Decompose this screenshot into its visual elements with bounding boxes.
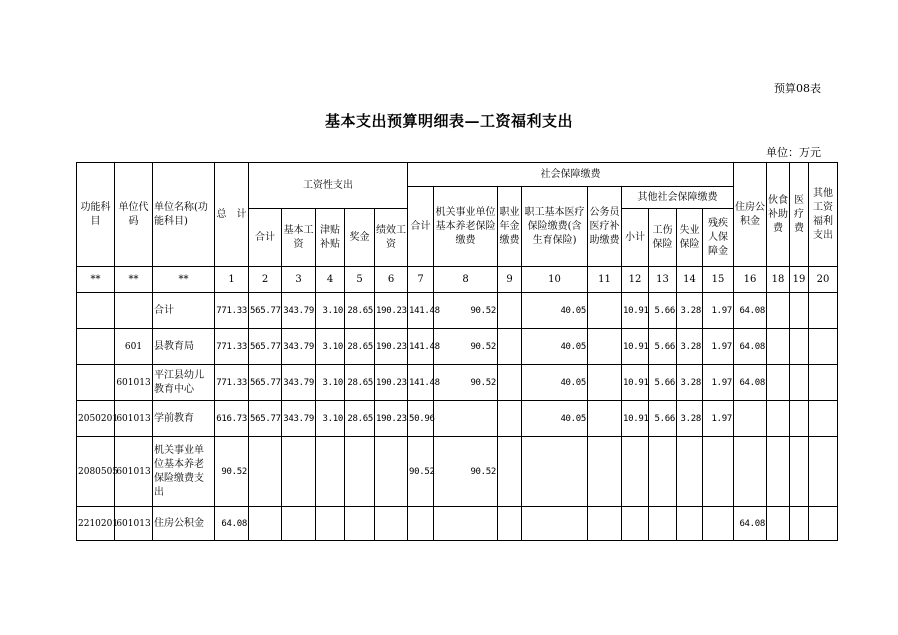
amount-cell: 190.23 [375, 401, 408, 437]
amount-cell: 5.66 [649, 365, 677, 401]
amount-cell [790, 365, 809, 401]
amount-cell: 64.08 [734, 329, 767, 365]
amount-cell [588, 293, 622, 329]
amount-cell: 90.52 [215, 437, 249, 507]
col-social-subtotal: 合计 [408, 187, 434, 267]
column-index-cell: 10 [522, 267, 588, 293]
amount-cell: 28.65 [345, 329, 375, 365]
amount-cell: 190.23 [375, 329, 408, 365]
table-row [77, 437, 838, 507]
amount-cell: 40.05 [522, 365, 588, 401]
amount-cell [498, 507, 522, 541]
amount-cell: 10.91 [622, 293, 649, 329]
amount-cell [809, 329, 838, 365]
col-pension: 机关事业单位基本养老保险缴费 [434, 187, 498, 267]
col-unit-code: 单位代码 [115, 163, 153, 267]
amount-cell [790, 401, 809, 437]
amount-cell [588, 401, 622, 437]
amount-cell: 40.05 [522, 329, 588, 365]
amount-cell [316, 507, 345, 541]
col-basic-wage: 基本工资 [282, 209, 316, 267]
amount-cell [677, 437, 703, 507]
amount-cell [734, 401, 767, 437]
amount-cell: 1.97 [703, 329, 734, 365]
amount-cell [498, 401, 522, 437]
column-index-cell: 15 [703, 267, 734, 293]
amount-cell: 5.66 [649, 293, 677, 329]
col-annuity: 职业年金缴费 [498, 187, 522, 267]
amount-cell: 190.23 [375, 293, 408, 329]
func-subject-cell [77, 365, 115, 401]
col-other-social-group: 其他社会保障缴费 [622, 187, 734, 209]
table-code: 预算08表 [774, 82, 821, 95]
amount-cell: 565.77 [249, 401, 282, 437]
col-medical-fee: 医疗费 [790, 163, 809, 267]
amount-cell: 3.28 [677, 293, 703, 329]
col-bonus: 奖金 [345, 209, 375, 267]
amount-cell [809, 437, 838, 507]
amount-cell: 771.33 [215, 365, 249, 401]
column-index-cell: 7 [408, 267, 434, 293]
amount-cell: 141.48 [408, 293, 434, 329]
column-index-cell: 8 [434, 267, 498, 293]
amount-cell [649, 507, 677, 541]
amount-cell: 3.28 [677, 365, 703, 401]
amount-cell [588, 507, 622, 541]
header-row-1 [77, 163, 838, 187]
amount-cell: 1.97 [703, 401, 734, 437]
amount-cell: 3.28 [677, 329, 703, 365]
amount-cell: 343.79 [282, 401, 316, 437]
amount-cell [498, 365, 522, 401]
amount-cell [767, 365, 790, 401]
amount-cell [809, 507, 838, 541]
amount-cell: 10.91 [622, 329, 649, 365]
unit-name-cell: 合计 [153, 293, 215, 329]
amount-cell: 5.66 [649, 329, 677, 365]
col-civil-medical: 公务员医疗补助缴费 [588, 187, 622, 267]
column-index-cell: 6 [375, 267, 408, 293]
amount-cell [677, 507, 703, 541]
unit-name-cell: 学前教育 [153, 401, 215, 437]
amount-cell: 90.52 [434, 365, 498, 401]
amount-cell [734, 437, 767, 507]
amount-cell: 3.10 [316, 365, 345, 401]
amount-cell [434, 401, 498, 437]
unit-name-cell: 机关事业单位基本养老保险缴费支出 [153, 437, 215, 507]
amount-cell [345, 437, 375, 507]
amount-cell: 90.52 [434, 437, 498, 507]
amount-cell: 565.77 [249, 329, 282, 365]
amount-cell: 28.65 [345, 293, 375, 329]
amount-cell: 3.10 [316, 401, 345, 437]
amount-cell [498, 329, 522, 365]
unit-label: 单位：万元 [766, 146, 821, 159]
col-wage-subtotal: 合计 [249, 209, 282, 267]
amount-cell: 50.96 [408, 401, 434, 437]
table-row [77, 365, 838, 401]
unit-code-cell [115, 293, 153, 329]
column-index-cell: ** [77, 267, 115, 293]
unit-code-cell: 601013 [115, 507, 153, 541]
unit-name-cell: 平江县幼儿教育中心 [153, 365, 215, 401]
amount-cell: 565.77 [249, 365, 282, 401]
table-row [77, 293, 838, 329]
amount-cell [345, 507, 375, 541]
col-disabled: 残疾人保障金 [703, 209, 734, 267]
func-subject-cell: 2050201 [77, 401, 115, 437]
column-index-cell: 13 [649, 267, 677, 293]
amount-cell [790, 437, 809, 507]
amount-cell: 90.52 [434, 293, 498, 329]
unit-code-cell: 601 [115, 329, 153, 365]
amount-cell [408, 507, 434, 541]
amount-cell: 40.05 [522, 293, 588, 329]
col-total: 总 计 [215, 163, 249, 267]
amount-cell: 90.52 [408, 437, 434, 507]
table-row [77, 507, 838, 541]
amount-cell: 28.65 [345, 365, 375, 401]
func-subject-cell [77, 329, 115, 365]
column-index-cell: 20 [809, 267, 838, 293]
index-body [77, 267, 838, 293]
column-index-cell: 4 [316, 267, 345, 293]
amount-cell [522, 507, 588, 541]
amount-cell: 343.79 [282, 329, 316, 365]
func-subject-cell: 2080505 [77, 437, 115, 507]
amount-cell [790, 507, 809, 541]
amount-cell [767, 293, 790, 329]
unit-code-cell: 601013 [115, 365, 153, 401]
amount-cell: 3.10 [316, 293, 345, 329]
amount-cell: 141.48 [408, 329, 434, 365]
unit-name-cell: 住房公积金 [153, 507, 215, 541]
amount-cell [767, 329, 790, 365]
amount-cell [809, 401, 838, 437]
amount-cell: 10.91 [622, 401, 649, 437]
column-index-cell: 2 [249, 267, 282, 293]
amount-cell [703, 507, 734, 541]
col-unit-name: 单位名称(功能科目) [153, 163, 215, 267]
amount-cell: 190.23 [375, 365, 408, 401]
amount-cell [790, 293, 809, 329]
amount-cell [375, 437, 408, 507]
amount-cell [282, 437, 316, 507]
column-index-cell: 11 [588, 267, 622, 293]
amount-cell [622, 507, 649, 541]
col-medical: 职工基本医疗保险缴费(含生育保险) [522, 187, 588, 267]
amount-cell [249, 507, 282, 541]
amount-cell: 28.65 [345, 401, 375, 437]
data-body [77, 293, 838, 541]
table-row [77, 401, 838, 437]
column-index-cell: 5 [345, 267, 375, 293]
col-func-subject: 功能科目 [77, 163, 115, 267]
func-subject-cell [77, 293, 115, 329]
amount-cell: 343.79 [282, 365, 316, 401]
column-index-cell: 16 [734, 267, 767, 293]
col-social-group: 社会保障缴费 [408, 163, 734, 187]
amount-cell [588, 437, 622, 507]
amount-cell: 1.97 [703, 293, 734, 329]
amount-cell [809, 293, 838, 329]
column-index-cell: 14 [677, 267, 703, 293]
col-injury: 工伤保险 [649, 209, 677, 267]
amount-cell: 90.52 [434, 329, 498, 365]
col-unemployment: 失业保险 [677, 209, 703, 267]
amount-cell: 64.08 [734, 365, 767, 401]
col-meal-allowance: 伙食补助费 [767, 163, 790, 267]
col-allowance: 津贴补贴 [316, 209, 345, 267]
column-index-cell: 3 [282, 267, 316, 293]
amount-cell [249, 437, 282, 507]
column-index-cell: 9 [498, 267, 522, 293]
amount-cell: 10.91 [622, 365, 649, 401]
column-index-cell: 18 [767, 267, 790, 293]
unit-code-cell: 601013 [115, 437, 153, 507]
amount-cell: 343.79 [282, 293, 316, 329]
amount-cell [622, 437, 649, 507]
column-index-cell: 12 [622, 267, 649, 293]
amount-cell: 771.33 [215, 293, 249, 329]
amount-cell [649, 437, 677, 507]
amount-cell: 64.08 [734, 293, 767, 329]
col-housing-fund: 住房公积金 [734, 163, 767, 267]
amount-cell [790, 329, 809, 365]
amount-cell [703, 437, 734, 507]
amount-cell [767, 507, 790, 541]
amount-cell [498, 437, 522, 507]
unit-name-cell: 县教育局 [153, 329, 215, 365]
amount-cell: 64.08 [734, 507, 767, 541]
column-index-row [77, 267, 838, 293]
unit-code-cell: 601013 [115, 401, 153, 437]
col-other-subtotal: 小计 [622, 209, 649, 267]
amount-cell: 3.28 [677, 401, 703, 437]
amount-cell: 64.08 [215, 507, 249, 541]
page-title: 基本支出预算明细表—工资福利支出 [324, 112, 573, 130]
amount-cell [588, 329, 622, 365]
amount-cell: 616.73 [215, 401, 249, 437]
amount-cell [316, 437, 345, 507]
amount-cell [522, 437, 588, 507]
table-row [77, 329, 838, 365]
amount-cell [282, 507, 316, 541]
column-index-cell: 19 [790, 267, 809, 293]
column-index-cell: ** [153, 267, 215, 293]
amount-cell [588, 365, 622, 401]
col-wage-group: 工资性支出 [249, 163, 408, 209]
col-other-welfare: 其他工资福利支出 [809, 163, 838, 267]
amount-cell: 40.05 [522, 401, 588, 437]
amount-cell: 3.10 [316, 329, 345, 365]
func-subject-cell: 2210201 [77, 507, 115, 541]
column-index-cell: 1 [215, 267, 249, 293]
amount-cell [767, 401, 790, 437]
budget-table [76, 162, 838, 541]
amount-cell: 771.33 [215, 329, 249, 365]
amount-cell [375, 507, 408, 541]
amount-cell [767, 437, 790, 507]
amount-cell: 565.77 [249, 293, 282, 329]
col-performance: 绩效工资 [375, 209, 408, 267]
amount-cell [809, 365, 838, 401]
amount-cell: 5.66 [649, 401, 677, 437]
amount-cell [434, 507, 498, 541]
amount-cell: 1.97 [703, 365, 734, 401]
amount-cell: 141.48 [408, 365, 434, 401]
amount-cell [498, 293, 522, 329]
column-index-cell: ** [115, 267, 153, 293]
